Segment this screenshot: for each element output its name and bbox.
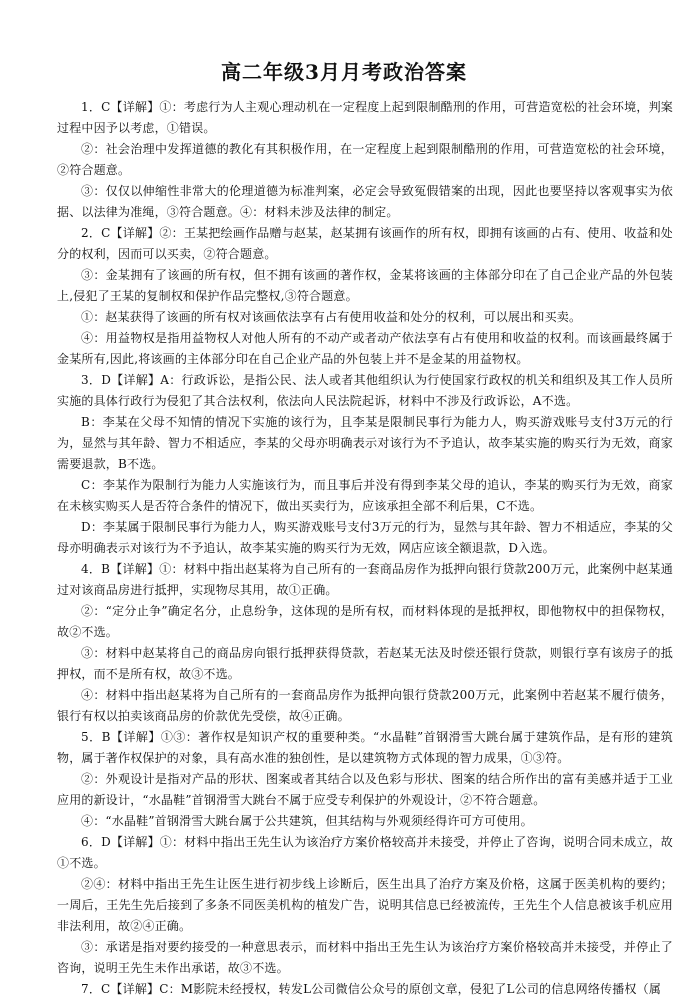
- answer-paragraph: ③：金某拥有了该画的所有权，但不拥有该画的著作权，金某将该画的主体部分印在了自己企业产品的外包装上,侵犯了王某的复制权和保护作品完整权,③符合题意。: [57, 268, 673, 303]
- answer-paragraph: ④：“水晶鞋”首钢滑雪大跳台属于公共建筑，但其结构与外观须经得许可方可使用。: [81, 814, 533, 828]
- answer-paragraph: ②：外观设计是指对产品的形状、图案或者其结合以及色彩与形状、图案的结合所作出的富有美感并适于工业应用的新设计，“水晶鞋”首钢滑雪大跳台不属于应受专利保护的外观设计，②不符合题意。: [57, 772, 673, 807]
- answer-paragraph: B：李某在父母不知情的情况下实施的该行为，且李某是限制民事行为能力人，购买游戏账号支付3万元的行为，显然与其年龄、智力不相适应，李某的父母亦明确表示对该行为不予追认，故李某实施的购买行为无效，商家需要退款，B不选。: [57, 415, 673, 471]
- answer-paragraph: ④：材料中指出赵某将为自己所有的一套商品房作为抵押向银行贷款200万元，此案例中若赵某不履行债务，银行有权以拍卖该商品房的价款优先受偿，故④正确。: [57, 688, 673, 723]
- answer-paragraph: 5．B【详解】①③：著作权是知识产权的重要种类。“水晶鞋”首钢滑雪大跳台属于建筑作品，是有形的建筑物，属于著作权保护的对象，具有高水准的独创性，是以建筑物方式体现的智力成果，①③符。: [57, 730, 673, 765]
- answer-paragraph: ③：承诺是指对要约接受的一种意思表示，而材料中指出王先生认为该治疗方案价格较高并未接受，并停止了咨询，说明王先生未作出承诺，故③不选。: [57, 940, 673, 975]
- answer-paragraph: C：李某作为限制行为能力人实施该行为，而且事后并没有得到李某父母的追认，李某的购买行为无效，商家在未核实购买人是否符合条件的情况下，做出买卖行为，应该承担全部不利后果，C不选。: [57, 478, 673, 513]
- answer-paragraph: 6．D【详解】①：材料中指出王先生认为该治疗方案价格较高并未接受，并停止了咨询，说明合同未成立，故①不选。: [57, 835, 673, 870]
- answer-paragraph: 4．B【详解】①：材料中指出赵某将为自己所有的一套商品房作为抵押向银行贷款200万元，此案例中赵某通过对该商品房进行抵押，实现物尽其用，故①正确。: [57, 562, 673, 597]
- answer-paragraph: 7．C【详解】C：M影院未经授权，转发L公司微信公众号的原创文章，侵犯了L公司的信息网络传播权（属: [81, 982, 662, 996]
- answer-paragraph: ③：仅仅以伸缩性非常大的伦理道德为标准判案，必定会导致冤假错案的出现，因此也要坚持以客观事实为依据、以法律为准绳，③符合题意。④：材料未涉及法律的制定。: [57, 184, 673, 219]
- answer-paragraph: 1．C【详解】①：考虑行为人主观心理动机在一定程度上起到限制酷刑的作用，可营造宽松的社会环境，判案过程中因予以考虑，①错误。: [57, 100, 673, 135]
- answer-paragraph: ②④：材料中指出王先生让医生进行初步线上诊断后，医生出具了治疗方案及价格，这属于医美机构的要约；一周后，王先生先后接到了多条不同医美机构的植发广告，说明其信息已经被流传，王先生个人信息被该手机应用非法利用，故②④正确。: [57, 877, 673, 933]
- answer-paragraph: D：李某属于限制民事行为能力人，购买游戏账号支付3万元的行为，显然与其年龄、智力不相适应，李某的父母亦明确表示对该行为不予追认，故李某实施的购买行为无效，网店应该全额退款，D入选。: [57, 520, 673, 555]
- answer-paragraph: ④：用益物权是指用益物权人对他人所有的不动产或者动产依法享有占有使用和收益的权利。而该画最终属于金某所有,因此,将该画的主体部分印在自己企业产品的外包装上并不是金某的用益物权。: [57, 331, 673, 366]
- document-title: 高二年级3月月考政治答案: [221, 60, 467, 84]
- answer-paragraph: ②：社会治理中发挥道德的教化有其积极作用，在一定程度上起到限制酷刑的作用，可营造宽松的社会环境，②符合题意。: [57, 142, 673, 177]
- answer-paragraph: ①：赵某获得了该画的所有权对该画依法享有占有使用收益和处分的权利，可以展出和买卖。: [81, 310, 582, 324]
- answer-paragraph: ③：材料中赵某将自己的商品房向银行抵押获得贷款，若赵某无法及时偿还银行贷款，则银行享有该房子的抵押权，而不是所有权，故③不选。: [57, 646, 673, 681]
- answer-paragraph: ②：“定分止争”确定名分，止息纷争，这体现的是所有权，而材料体现的是抵押权，即他物权中的担保物权，故②不选。: [57, 604, 673, 639]
- answer-paragraph: 2．C【详解】②：王某把绘画作品赠与赵某，赵某拥有该画作的所有权，即拥有该画的占有、使用、收益和处分的权利，因而可以买卖，②符合题意。: [57, 226, 673, 261]
- answer-paragraph: 3．D【详解】A：行政诉讼，是指公民、法人或者其他组织认为行使国家行政权的机关和组织及其工作人员所实施的具体行政行为侵犯了其合法权利，依法向人民法院起诉，材料中不涉及行政诉讼，A不选。: [57, 373, 673, 408]
- answer-body: [57, 97, 673, 1000]
